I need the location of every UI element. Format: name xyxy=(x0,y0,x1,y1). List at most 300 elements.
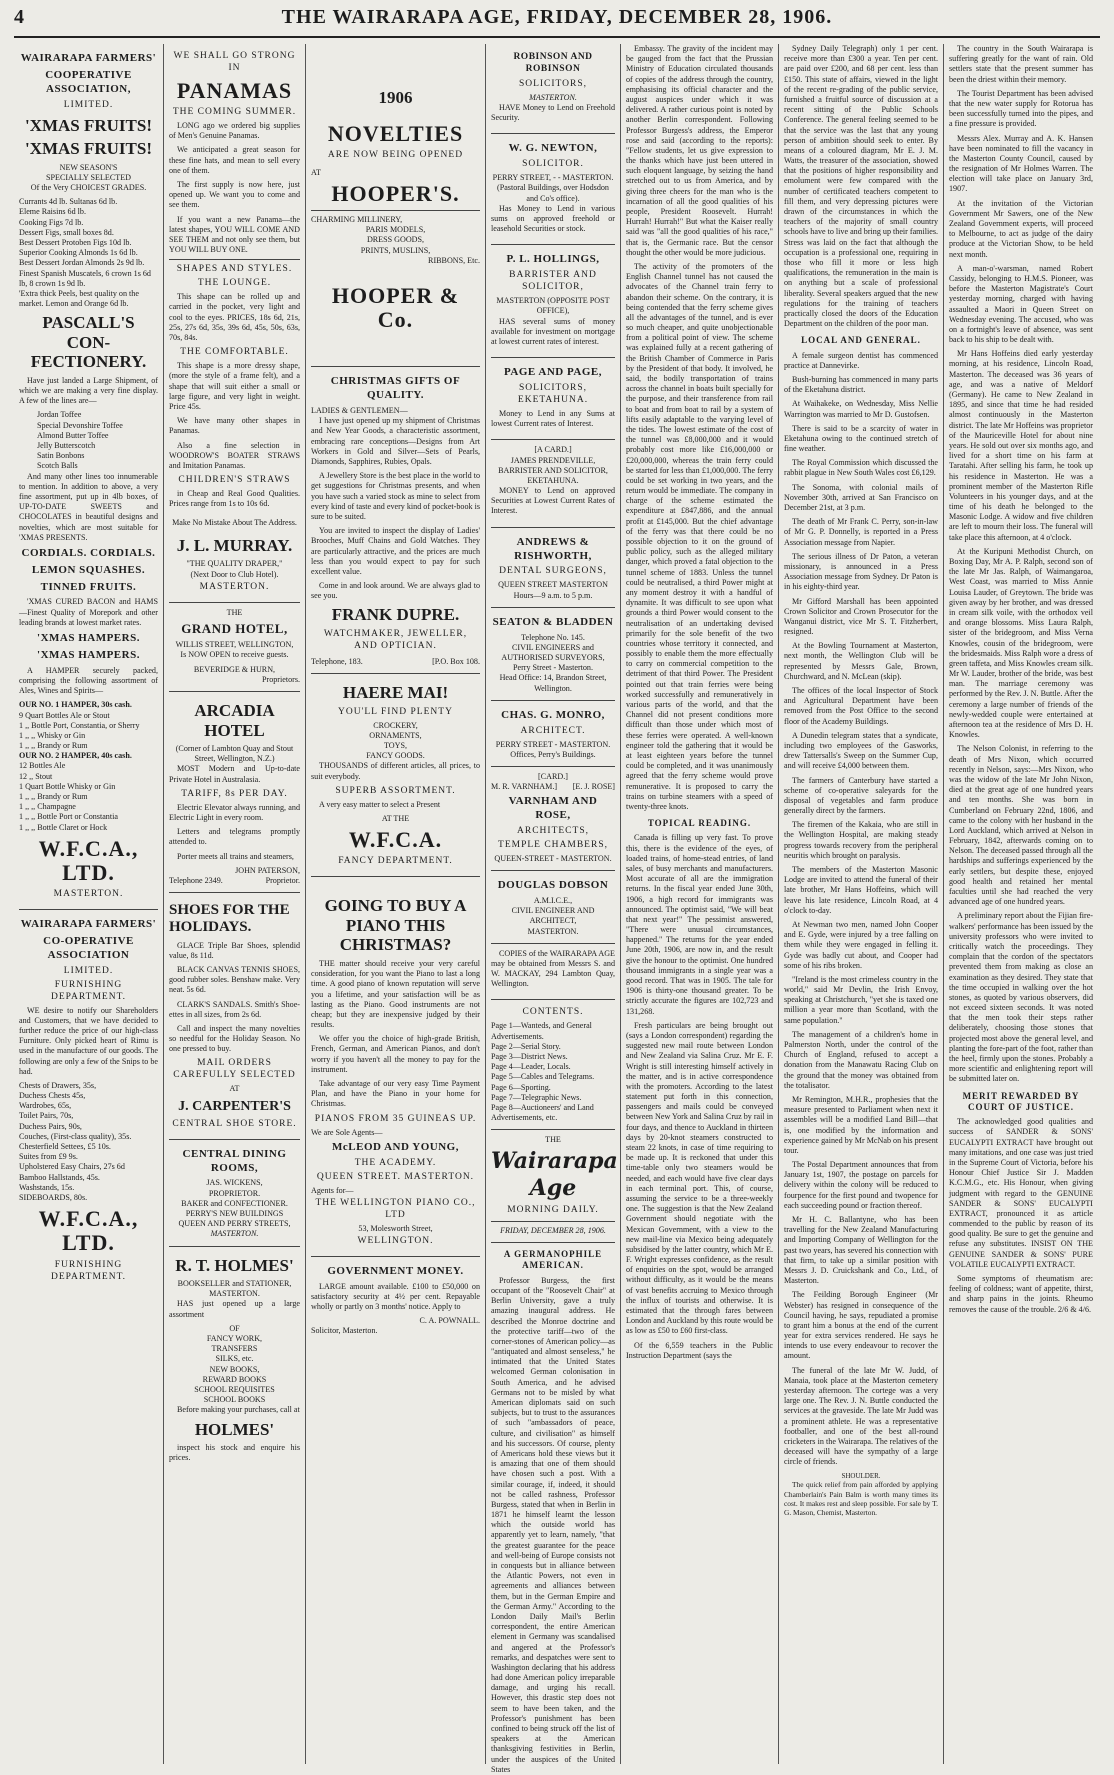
hollings-text: HAS several sums of money available for investment on mortgage at lowest current rates of interest. xyxy=(491,316,615,346)
piano-from: PIANOS FROM 35 GUINEAS UP. xyxy=(314,1113,477,1124)
news-item: At Newman two men, named John Cooper and E. Gyde, were injured by a tree falling on them while they were engaged in felling it. Gyde was badly cut about, and Cooper had some of his ribs broken. xyxy=(784,919,938,970)
news-item: At the Kuripuni Methodist Church, on Boxing Day, Mr A. P. Ralph, second son of the late Mr Jas. Ralph, of Waimangaroa, West Coast, was married to Miss Annie Louisa Lauder, of Greytown. The bride was given away by her brother, and was dressed in cream silk voile, with the orthodox veil and orange blossoms. Miss Laura Ralph, sister of the bridegroom, and Miss Verna Knowles, cousin of the bridegroom, were the bridesmaids. Miss Ralph wore a dress of green taffeta, and Miss Knowles cream silk. Mr W. Lauder, brother of the bride, was best man. The marriage ceremony was performed by the Rev. J. N. Buttle. After the ceremony a large number of friends of the newly-wedded couple were entertained at afternoon tea at the residence of Mrs D. H. Knowles. xyxy=(949,546,1093,740)
holmes-trade: BOOKSELLER and STATIONER, xyxy=(177,1279,292,1289)
shapes-others: We have many other shapes in Panamas. xyxy=(169,416,300,436)
panamas-p1: LONG ago we ordered big supplies of Men's Genuine Panamas. xyxy=(169,121,300,141)
hamper-1-title: OUR NO. 1 HAMPER, 30s cash. xyxy=(19,700,132,710)
topical-heading: TOPICAL READING. xyxy=(647,818,752,829)
robinson-name: ROBINSON AND ROBINSON xyxy=(513,52,593,74)
xmas-fruits-heading-1: 'XMAS FRUITS! xyxy=(24,115,153,135)
list-item: Suites from £9 9s. xyxy=(19,1152,78,1162)
newton-text: Has Money to Lend in various sums on approved freehold or leasehold Securities or stock. xyxy=(491,203,615,234)
rheumatism-text: Some symptoms of rheumatism are: feeling of coldness; want of appetite, thirst, and sharp pains in the joints. Rheumo removes the cause of the trouble. 2/6 & 4/6. xyxy=(949,1274,1093,1314)
prendeville-name: JAMES PRENDEVILLE, xyxy=(510,455,596,465)
holmes-before: Before making your purchases, call at xyxy=(177,1405,300,1415)
hooper-co: HOOPER & Co. xyxy=(331,283,460,333)
holmes-insp: inspect his stock and enquire his prices. xyxy=(169,1443,300,1463)
news-item: The Sonoma, with colonial mails of November 30th, arrived at San Francisco on December 21st, at 3 p.m. xyxy=(784,482,938,513)
list-item: Superior Cooking Almonds 1s 6d lb. xyxy=(19,248,138,258)
gifts-ad xyxy=(311,367,480,674)
list-item: Page 6—Sporting. xyxy=(491,1082,551,1092)
news-item: Mr Gifford Marshall has been appointed Crown Solicitor and Crown Prosecutor for the Wanganui district, vice Mr S. T. Fitzherbert, resigned. xyxy=(784,596,938,637)
hampers-heading-2: 'XMAS HAMPERS. xyxy=(37,648,140,661)
germano-title: A GERMANOPHILE AMERICAN. xyxy=(503,1249,603,1271)
shoes-i4: Call and inspect the many novelties so needful for the Holiday Season. No one pressed to buy. xyxy=(169,1023,300,1054)
gifts-title: CHRISTMAS GIFTS OF QUALITY. xyxy=(330,375,461,402)
newton-name: W. G. NEWTON, xyxy=(508,142,598,155)
robinson-role: SOLICITORS, xyxy=(518,78,588,89)
list-item: Duchess Pairs, 90s, xyxy=(19,1121,82,1131)
list-item: 'Extra thick Peels, best quality on the market. Lemon and Orange 6d lb. xyxy=(19,288,139,309)
arcadia-addr: (Corner of Lambton Quay and Stout Street, Wellington, N.Z.) xyxy=(175,744,294,764)
list-item: Best Dessert Jordan Almonds 2s 9d lb. xyxy=(19,258,145,268)
prendeville-card: [A CARD.] xyxy=(534,445,572,455)
piano-p2: We offer you the choice of high-grade British, French, German, and American Pianos, and don't worry if you haven't all the money to pay for the instrument. xyxy=(311,1034,480,1074)
seaton-name: SEATON & BLADDEN xyxy=(492,615,614,628)
paper-dateline: FRIDAY, DECEMBER 28, 1906. xyxy=(500,1225,606,1235)
furnishing-line1: WAIRARAPA FARMERS' xyxy=(20,918,157,931)
dining-town: MASTERTON. xyxy=(210,1229,259,1239)
list-item: 12 ,, Stout xyxy=(19,771,53,781)
news-item: The death of Mr Frank C. Perry, son-in-law of Mr G. P. Donnelly, is reported in a Press Association message from Napier. xyxy=(784,517,938,547)
wfca-furnishing-ad xyxy=(19,910,158,1291)
haere-store: W.F.C.A. xyxy=(348,827,443,853)
murray-shop: "THE QUALITY DRAPER," xyxy=(186,559,283,569)
shoes-title: SHOES FOR THE HOLIDAYS. xyxy=(169,902,290,936)
list-item: SCHOOL REQUISITES xyxy=(194,1384,275,1394)
news-item: There is said to be a scarcity of water in Eketahuna owing to the continued stretch of fine weather. xyxy=(784,423,938,454)
list-item: Jelly Butterscotch xyxy=(37,441,96,451)
lounge-text: This shape can be rolled up and carried in the pocket, very light and cool to the eyes. PRICES, 18s 6d, 21s, 25s, 27s 6d, 35s, 39s 6d, 45s, 50s, 63s, 70s, 84s. xyxy=(169,292,300,343)
dining-baker: BAKER and CONFECTIONER. xyxy=(181,1198,288,1208)
list-item: Washstands, 15s. xyxy=(19,1182,75,1192)
grand-the: THE xyxy=(226,607,243,617)
xmas-sub-1: NEW SEASON'S xyxy=(59,162,118,172)
monro-name: CHAS. G. MONRO, xyxy=(501,708,605,721)
seaton-street: Perry Street - Masterton. xyxy=(512,663,594,673)
hoopers-ad xyxy=(311,44,480,367)
paper-name: Wairarapa Age xyxy=(491,1147,618,1202)
monro-role: ARCHITECT. xyxy=(520,725,586,736)
furnishing-dept: FURNISHING DEPARTMENT. xyxy=(50,979,127,1002)
holmes-intro: HAS just opened up a large assortment xyxy=(169,1299,300,1319)
monro-offices: Offices, Perry's Buildings. xyxy=(510,749,596,759)
column-6 xyxy=(779,44,944,1764)
paper-sub: MORNING DAILY. xyxy=(507,1204,599,1215)
page-text: Money to Lend in any Sums at lowest Current rates of Interest. xyxy=(491,408,615,429)
dining-name: JAS. WICKENS, xyxy=(206,1178,263,1188)
list-item: Upholstered Easy Chairs, 27s 6d xyxy=(19,1162,125,1172)
comfortable-title: THE COMFORTABLE. xyxy=(180,347,289,358)
furnishing-line3: LIMITED. xyxy=(63,965,114,976)
news-item: A preliminary report about the Fijian fire-walkers' performance has been issued by the university professors who were invited to critically watch the proceedings. They complain that the cordon of the spectators prevented them from making as close an examination as they desired. They state that the time occupied in walking over the hot stones, as quoted by various observers, did not exceed sixteen seconds. It was noted that the men took their steps rather deliberately, choosing those stones that projected most above the general level, and planting the fore-part of the foot, rather than the heel, firmly upon the stones. Probably a more scientific and enlightening report will be submitted later on. xyxy=(949,911,1093,1084)
prendeville-role: BARRISTER AND SOLICITOR, xyxy=(498,465,608,475)
pascall-intro: Have just landed a Large Shipment, of which we are making a very fine display. A few of the lines are— xyxy=(19,375,158,406)
news-item: The farmers of Canterbury have started a scheme of co-operative saleyards for the disposal of vegetables and farm produce generally direct by the farmers. xyxy=(784,775,938,816)
varnham-left: M. R. VARNHAM.] xyxy=(491,782,558,792)
govt-money-ad xyxy=(311,1257,480,1343)
masthead-title: THE WAIRARAPA AGE, FRIDAY, DECEMBER 28, 1906. xyxy=(281,6,833,28)
page-role: SOLICITORS, EKETAHUNA. xyxy=(517,383,589,405)
shoes-at: AT xyxy=(229,1084,240,1094)
robinson-town: MASTERTON. xyxy=(529,92,577,102)
list-item: 1 Quart Bottle Whisky or Gin xyxy=(19,781,116,791)
wfca-line2: COOPERATIVE ASSOCIATION, xyxy=(45,68,132,95)
arcadia-desc: MOST Modern and Up-to-date Private Hotel in Australasia. xyxy=(169,764,300,784)
govt-p1: LARGE amount available. £100 to £50,000 on satisfactory security at 4½ per cent. Repayable wholly or partly on 3 months' notice. Apply to xyxy=(311,1281,480,1312)
piano-name: McLEOD AND YOUNG, xyxy=(332,1140,459,1153)
panamas-p3: The first supply is now here, just opened up. We want you to come and see them. xyxy=(169,180,300,210)
xmas-fruits-heading-2: 'XMAS FRUITS! xyxy=(24,139,153,159)
haere-ad xyxy=(311,674,480,877)
prendeville-text: MONEY to Lend on approved Securities at Lowest Current Rates of Interest. xyxy=(491,486,615,516)
piano-title: GOING TO BUY A PIANO THIS CHRISTMAS? xyxy=(324,896,467,955)
grand-street: WILLIS STREET, WELLINGTON, xyxy=(175,640,294,650)
column-4 xyxy=(486,44,621,1774)
arcadia-footer xyxy=(169,876,300,886)
news-item: The funeral of the late Mr W. Judd, of Manaia, took place at the Masterton cemetery yesterday afternoon. The cortege was a very large one. The Rev. J. N. Buttle conducted the services at the graveside. The late Mr Judd was a prominent athlete. He was a representative footballer, and one of the best all-round cricketers in the Wairarapa. The relatives of the deceased will have the sympathy of a large circle of friends. xyxy=(784,1365,938,1467)
piano-addr: 53, Molesworth Street, xyxy=(358,1223,433,1233)
hoopers-sub: ARE NOW BEING OPENED xyxy=(327,149,464,160)
column-1 xyxy=(14,44,164,1764)
holmes-of: OF xyxy=(229,1323,240,1333)
xmas-sub-3: Of the Very CHOICEST GRADES. xyxy=(30,183,147,193)
pascall-list xyxy=(19,410,158,471)
grand-prop-label: Proprietors. xyxy=(262,674,300,684)
arcadia-elec: Electric Elevator always running, and Electric Light in every room. xyxy=(169,802,300,822)
shoes-i3: CLARK'S SANDALS. Smith's Shoe-ettes in all sizes, from 2s 6d. xyxy=(169,999,300,1019)
holmes-list xyxy=(169,1334,300,1405)
news-item: A Dunedin telegram states that a syndicate, including two employees of the Gasworks, drew Tattersalls's Sweep on the Summer Cup, and will receive £4,000 between them. xyxy=(784,730,938,771)
article-para: Fresh particulars are being brought out (says a London correspondent) regarding the suggested new mail route between London and New Zealand via Salina Cruz. Mr E. F. Wright is still interesting himself actively in the matter, and is in active correspondence with the promoters. According to the latest statement put forth in this connection, passengers and mails could be conveyed between New York and Salina Cruz by rail in four days, and thence to Auckland in thirteen days by 20-knot steamers constructed to steam 22 knots, in case of time requiring to be made up. It is reckoned that under this time-table only two steamers would be needed, and each would have five clear days in each terminal port. This, of course, assuming the service to be a three-weekly one. The suggestion is that the New Zealand Government should negotiate with the Mexican Government, with a view to the new mail-line via Mexico being adequately subsidised by the latter country, which Mr E. F. Wright expresses confidence, as the result of enquiries on the spot, would be arranged without difficulty, as it would be the means of vast benefits accruing to Mexico through the influx of tourists and otherwise. It is estimated that the through fares between London and Auckland by this route would be as low as £50 to £60 first-class. xyxy=(626,1020,773,1336)
arcadia-letters: Letters and telegrams promptly attended to. xyxy=(169,827,300,847)
fruit-list xyxy=(19,197,158,309)
dobson-cred: A.M.I.C.E., xyxy=(533,895,573,905)
wfca-ltd-heading: W.F.C.A., LTD. xyxy=(38,835,139,885)
panamas-pre: WE SHALL GO STRONG IN xyxy=(173,51,296,73)
local-general-heading: LOCAL AND GENERAL. xyxy=(801,335,921,346)
shoes-store-sub: CENTRAL SHOE STORE. xyxy=(172,1118,297,1129)
hoopers-novelties: NOVELTIES xyxy=(327,120,464,146)
news-item: The members of the Masterton Masonic Lodge are invited to attend the funeral of their late brother, Mr Hans Hoffeins, which will leave his late residence, Lincoln Road, at 4 o'clock to-day. xyxy=(784,865,938,915)
news-item: Messrs Alex. Murray and A. K. Hansen have been nominated to fill the vacancy in the Masterton County Council, caused by the resignation of Mr Holmes Warren. The election will take place on January 3rd, 1907. xyxy=(949,133,1093,194)
grand-hotel-ad xyxy=(169,603,300,692)
list-item: SCHOOL BOOKS xyxy=(203,1395,266,1405)
list-item: Page 4—Leader, Locals. xyxy=(491,1062,571,1072)
piano-town: WELLINGTON. xyxy=(357,1235,434,1246)
panamas-p2: We anticipated a great season for these fine hats, and mean to sell every one of them. xyxy=(169,145,300,175)
list-item: 1 ,, ,, Bottle Claret or Hock xyxy=(19,822,108,832)
murray-name: J. L. MURRAY. xyxy=(176,535,293,555)
article-para: The activity of the promoters of the English Channel tunnel has not caused the advocates of the Channel train ferry to abandon their scheme. On the contrary, it is being contended that the ferry scheme gives all the advantages of the tunnel, and is ever so much cheaper, and quite unobjectionable from a political point of view. The scheme was explained fully at a recent gathering of the British Chamber of Commerce in Paris by the President of that body. It involved, he said, the bodily transportation of trains across the channel in boats built specially for the purpose, and their transference from rail to boat and from boat to rail by a system of lifts easily adaptable to the varying level of the tides. The lowest estimate of the cost of the tunnel was £8,000,000 and it would probably cost more like £16,000,000 or £20,000,000, whereas the train ferry could be started for less than £1,000,000. The ferry could be set working in two years, and the return would be immediate. The company in charge of the scheme estimated the expenditure at £847,886, and the annual profit at £145,000. But the chief advantage of the ferry was that there could be no possible objection to it on the ground of public policy, such as the alleged military danger, which proved a fatal objection to the tunnel scheme of 1883. Unless the tunnel could be neutralised, a third Power might at any moment destroy it with a handful of dynamite. It was difficult to see upon what grounds a third Power would consent to the neutralisation of an undertaking devised primarily for the sole benefit of the two countries whose territory it connected, and possibly to enable them the more effectually to carry on commercial competition to the detriment of that third Power. The President pointed out that train ferries were being worked successfully and remuneratively in various parts of the world, and that the Channel did not present conditions more difficult than those under which most of these ferries were operated. A well-known engineer told the gathering that it would be at least eighteen years before the tunnel could be completed, and it was unanimously agreed that the ferry scheme would prove remunerative. It is proposed to carry the trains on turbine steamers with a speed of twenty-three knots. xyxy=(626,261,773,811)
list-item: Page 5—Cables and Telegrams. xyxy=(491,1072,595,1082)
dining-role: PROPRIETOR. xyxy=(208,1188,261,1198)
dobson-town: MASTERTON. xyxy=(527,926,579,936)
contents-box xyxy=(491,1000,615,1130)
list-item: DRESS GOODS, xyxy=(366,235,425,245)
furnishing-body: WE desire to notify our Shareholders and Customers, that we have decided to further reduce the price of our high-class Furniture. Only picked heart of Rimu is used in the manufacture of our goods. The following are only a few of the Snips to be had. xyxy=(19,1005,158,1076)
list-item: Special Devonshire Toffee xyxy=(37,420,123,430)
panamas-title: PANAMAS xyxy=(176,77,293,103)
list-item: 9 Quart Bottles Ale or Stout xyxy=(19,710,110,720)
list-item: Chesterfield Settees, £5 10s. xyxy=(19,1142,111,1152)
holmes-ad xyxy=(169,1247,300,1474)
newton-ad xyxy=(491,134,615,245)
children-text: in Cheap and Real Good Qualities. Prices range from 1s to 10s 6d. xyxy=(169,489,300,509)
andrews-hours: Hours—9 a.m. to 5 p.m. xyxy=(513,590,593,600)
andrews-role: DENTAL SURGEONS, xyxy=(499,566,607,577)
govt-role: Solicitor, Masterton. xyxy=(311,1326,378,1336)
list-item: Satin Bonbons xyxy=(37,451,85,461)
column-5 xyxy=(621,44,779,1764)
newton-street: PERRY STREET, - - MASTERTON. xyxy=(492,173,614,183)
column-7 xyxy=(944,44,1098,1764)
dupre-box: [P.O. Box 108. xyxy=(432,656,480,666)
list-item: Duchess Chests 45s, xyxy=(19,1091,86,1101)
pascall-heading: PASCALL'S CON-FECTIONERY. xyxy=(30,313,147,372)
monro-street: PERRY STREET - MASTERTON. xyxy=(495,739,611,749)
hoopers-year: 1906 xyxy=(378,88,413,107)
dupre-name: FRANK DUPRE. xyxy=(331,605,460,625)
wfca-line3: LIMITED. xyxy=(63,99,114,110)
gifts-p4: Come in and look around. We are always glad to see you. xyxy=(311,581,480,601)
list-item: CHARMING MILLINERY, xyxy=(311,215,403,225)
news-item: The Nelson Colonist, in referring to the death of Mrs Nixon, which occurred recently in Nelson, says:—Mrs Nixon, who was the widow of the late Mr John Nixon, died at the great age of one hundred years and ten months. She was born in Cumberland on February 22nd, 1806, and came to the colony with her husband in the Lord Auckland, which arrived at Nelson in February, 1842, afterwards coming on to Nelson. The deceased passed through all the hardships and sufferings experienced by the early settlers, but despite these, enjoyed good health and retained her mental faculties until she had reached the very advanced age of one hundred years. xyxy=(949,744,1093,907)
panamas-ad xyxy=(169,44,300,603)
varnham-name: VARNHAM AND ROSE, xyxy=(508,795,598,822)
wfca-masterton: MASTERTON. xyxy=(53,889,124,900)
contents-title: CONTENTS. xyxy=(522,1007,584,1018)
seaton-role: CIVIL ENGINEERS and AUTHORISED SURVEYORS, xyxy=(501,642,605,662)
list-item: Currants 4d lb. Sultanas 6d lb. xyxy=(19,197,118,207)
haere-p2: A very easy matter to select a Present xyxy=(319,799,441,809)
list-item: Page 8—Auctioneers' and Land Advertisements, etc. xyxy=(491,1102,594,1123)
dobson-role: CIVIL ENGINEER AND ARCHITECT, xyxy=(511,906,595,926)
page-ad xyxy=(491,358,615,440)
column-2 xyxy=(164,44,306,1764)
page-name: PAGE AND PAGE, xyxy=(504,366,602,379)
gifts-p3: You are invited to inspect the display of Ladies' Brooches, Muff Chains and Gold Watches. They are particularly attractive, and the prices are much less than you would expect to pay for such excellent value. xyxy=(311,526,480,576)
list-item: Page 3—District News. xyxy=(491,1052,568,1061)
gifts-p2: A Jewellery Store is the best place in the world to get suggestions for Christmas presents, and when you have such a varied stock as mine to select from every kind of taste and every kind of pocket-book is sure to be suited. xyxy=(311,471,480,521)
govt-sign: C. A. POWNALL. xyxy=(419,1316,480,1326)
furnishing-line2: CO-OPERATIVE ASSOCIATION xyxy=(43,934,134,961)
news-item: At Waihakeke, on Wednesday, Miss Nellie Warrington was married to Mr D. Gustofsen. xyxy=(784,399,938,419)
list-item: ORNAMENTS, xyxy=(369,730,422,740)
dobson-ad xyxy=(491,871,615,944)
remedy-heading: SHOULDER. xyxy=(841,1471,881,1480)
news-item: Mr Remington, M.H.R., prophesies that the measure presented to Parliament when next it assembles will be a modified Land Bill—that is, one modified by the information and experience gained by Mr McNab on his present tour. xyxy=(784,1094,938,1155)
news-item: The Royal Commission which discussed the rabbit plague in New South Wales cost £6,129. xyxy=(784,458,938,478)
robinson-ad xyxy=(491,44,615,134)
article-para: Embassy. The gravity of the incident may be gauged from the fact that the Prussian Ministry of Education circulated thousands of copies of the address through the country, emphasising its official character and the august auspices under which it was delivered. A rather curious point is noted by another Berlin correspondent. Following Professor Burgess's address, the Emperor rose and said (according to the reports): "Fellow students, let us give expression to the thanks which have just been uttered in such eloquent language, by seizing the hand stretched out to us from America, and by giving three cheers for the man who is the incarnation of all the good qualities of his people, President Roosevelt. Hurrah! Hurrah! Hurrah!" But what the Kaiser really said was "all the good qualities of his race," that is, the Germanic race. But the censor thought the other would be more judicious. xyxy=(626,44,773,257)
hoopers-name: HOOPER'S. xyxy=(331,180,460,206)
dining-bldg: PERRY'S NEW BUILDINGS xyxy=(185,1208,284,1218)
pascall-outro: And many other lines too innumerable to mention. In addition to above, a very fine assortment, put up in 4lb boxes, of UP-TO-DATE SWEETS and CHOCOLATES in beautiful designs and novelties, which are most suitable for 'XMAS PRESENTS. xyxy=(19,471,158,542)
haere-dept: FANCY DEPARTMENT. xyxy=(338,856,453,867)
piano-p3: Take advantage of our very easy Time Payment Plan, and have the Piano in your home for Christmas. xyxy=(311,1079,480,1109)
wfca-fruits-ad xyxy=(19,44,158,910)
list-item: Cooking Figs 7d lb. xyxy=(19,217,84,227)
news-item: At the invitation of the Victorian Government Mr Sawers, one of the New Zealand Government experts, will proceed to Melbourne, to act as judge of the dairy produce at the Victorian Show, to be held next month. xyxy=(949,198,1093,259)
seaton-ad xyxy=(491,608,615,701)
lemon-heading: LEMON SQUASHES. xyxy=(31,563,146,576)
news-item: The offices of the local Inspector of Stock and Agricultural Department have been removed from the Post Office to the second floor of the Academy Buildings. xyxy=(784,686,938,726)
columns xyxy=(14,44,1100,1774)
haere-at: AT THE xyxy=(381,813,410,823)
list-item: SIDEBOARDS, 80s. xyxy=(19,1192,88,1202)
news-item: Mr H. C. Ballantyne, who has been travelling for the New Zealand Manufacturing and Importing Company of Wellington for the past two years, has severed his connection with that firm, to take up a similar position with Messrs J. D. Cruickshank and Co., Ltd., of Masterton. xyxy=(784,1215,938,1286)
news-item: A female surgeon dentist has commenced practice at Dannevirke. xyxy=(784,350,938,370)
varnham-right: [E. J. ROSE] xyxy=(572,782,615,792)
arcadia-tel: Telephone 2349. xyxy=(169,875,223,885)
list-item: Chests of Drawers, 35s, xyxy=(19,1080,97,1090)
news-item: The firemen of the Kakaia, who are still in the Wellington Hospital, are making steady progress towards recovery from the peripheral neuritis which brought on paralysis. xyxy=(784,820,938,860)
germano-p1: Professor Burgess, the first occupant of the "Roosevelt Chair" at Berlin University, gave a truly amazing inaugural address. He described the Monroe doctrine and the protective tariff—two of the corner-stones of American policy—as "antiquated and almost senseless," he intimated that the United States welcomed German colonisation in South America, and he advised Germans not to be misled by what American diplomats said on such subjects, but to trust to the assurances of such "ambassadors of peace, culture, and civilisation" as himself and his successors. Of course, plenty of Americans hold these views but it is amazing that one of them should have chosen such a post. With a similar courage, if, indeed, it should not be called rashness, Professor Burgess, stated that when in Berlin in 1871 he himself learnt the lesson which the outside world has apparently yet to learn, namely, "that the greatest guarantee for the peace and well-being of Europe consists not in conquests but in alliance between the Atlantic Powers, not even in agreements and alliances between them, but in the German Empire and the German Army." According to the London Daily Mail's Berlin correspondent, the entire American element in Germany was scandalised and angered at the Professor's remarks, and despatches were sent to Washington declaring that his address had done American policy irreparable damage, and urging his recall. However, this drastic step does not seem to have been taken, and the Professor's punishment has been confined to being struck off the list of speakers at the American thanksgiving festivities in Berlin, under the auspices of the United States xyxy=(491,1275,615,1774)
piano-p1: THE matter should receive your very careful consideration, for you want the Piano to last a long time. A good piano of known reputation will serve you a lifetime, and your satisfaction will be as lasting as the Piano. Good instruments are not cheap; but they are inexpensive judged by their results. xyxy=(311,958,480,1030)
arcadia-name: ARCADIA HOTEL xyxy=(194,700,275,740)
masthead xyxy=(14,6,1100,38)
wfca-ltd-bottom: W.F.C.A., LTD. xyxy=(38,1206,139,1256)
gifts-p1: I have just opened up my shipment of Christmas and New Year Goods, a characteristic assortment, embracing rare conceptions—Designs from Art Workers in Gold and Silver—Sets of Pearls, Diamonds, Sapphires, Rubies, Opals. xyxy=(311,416,480,467)
prendeville-ad xyxy=(491,440,615,527)
varnham-card: [CARD.] xyxy=(538,771,568,781)
hollings-ad xyxy=(491,245,615,358)
list-item: PARIS MODELS, xyxy=(365,225,426,235)
list-item: Finest Spanish Muscatels, 6 crown 1s 6d lb, 8 crown 1s 9d lb. xyxy=(19,268,151,288)
dupre-footer xyxy=(311,657,480,667)
panamas-sub: THE COMING SUMMER. xyxy=(172,107,297,118)
dobson-name: DOUGLAS DOBSON xyxy=(497,879,609,892)
column-3 xyxy=(306,44,486,1764)
robinson-text: HAVE Money to Lend on Freehold Security. xyxy=(491,103,615,123)
andrews-ad xyxy=(491,528,615,608)
news-item: Mr Hans Hoffeins died early yesterday morning, at his residence, Lincoln Road, Masterton. The deceased was 36 years of age, and was a native of Meldorf (Germany). He came to New Zealand in 1895, and since that time he had resided almost continuously in the Masterton district. The late Mr Hoffeins was proprietor of the Mauriceville Hotel for about nine years. He sold out over six months ago, and lived for a short time on his farm at Taratahi. After selling his farm, he took up his residence in Masterton. He was a prominent member of the Masterton Rifle Volunteers in his younger days, and at the time of his death he belonged to the Masonic Lodge. A widow and five children are left to mourn their loss. The funeral will take place this afternoon, at 4 o'clock. xyxy=(949,349,1093,542)
list-item: FANCY WORK, xyxy=(206,1334,263,1343)
hollings-addr: MASTERTON (OPPOSITE POST OFFICE), xyxy=(496,296,610,316)
list-item: Page 1—Wanteds, and General Advertisements. xyxy=(491,1021,592,1041)
holmes-town: MASTERTON. xyxy=(209,1289,260,1299)
arcadia-prop: JOHN PATERSON, xyxy=(235,865,300,875)
news-item: Bush-burning has commenced in many parts of the Eketahuna district. xyxy=(784,374,938,395)
grand-prop: BEVERIDGE & HURN, xyxy=(193,664,276,674)
news-item: At the Bowling Tournament at Masterton, next month, the Wellington Club will be represented by Messrs Gale, Brown, Churchward, and N. McLean (skip). xyxy=(784,641,938,681)
list-item: 1 ,, ,, Brandy or Rum xyxy=(19,792,88,802)
list-item: 1 ,, ,, Bottle Port or Constantia xyxy=(19,812,118,822)
newton-sub: (Pastoral Buildings, over Hodsdon and Co's office). xyxy=(497,183,609,203)
dining-title: CENTRAL DINING ROOMS, xyxy=(182,1147,287,1174)
news-item: The Postal Department announces that from January 1st, 1907, the postage on parcels for delivery within the colony will be reduced to fourpence for the first pound and twopence for each succeeding pound or fraction thereof. xyxy=(784,1160,938,1210)
germano-article xyxy=(491,1249,615,1775)
shapes-woodrow: Also a fine selection in WOODROW'S BOATER STRAWS and Imitation Panamas. xyxy=(169,440,300,470)
dupre-trade: WATCHMAKER, JEWELLER, AND OPTICIAN. xyxy=(323,629,468,651)
list-item: Almond Butter Toffee xyxy=(37,430,109,440)
hoopers-at: AT xyxy=(311,167,321,177)
arcadia-porter: Porter meets all trains and steamers, xyxy=(177,851,294,861)
shoes-store: J. CARPENTER'S xyxy=(178,1098,291,1114)
news-item: The management of a children's home in Palmerston North, under the control of the Church of England, refused to accept a donation from the Manawatu Racing Club on the ground that the money was obtained from the totalisator. xyxy=(784,1029,938,1090)
govt-title: GOVERNMENT MONEY. xyxy=(327,1264,464,1277)
varnham-ad xyxy=(491,767,615,871)
seaton-head: Head Office: 14, Brandon Street, Wellington. xyxy=(499,673,607,693)
arcadia-ad xyxy=(169,692,300,893)
list-item: Best Dessert Protoben Figs 10d lb. xyxy=(19,237,132,247)
article-para: Of the 6,559 teachers in the Public Instruction Department (says the xyxy=(626,1340,773,1360)
gifts-salute: LADIES & GENTLEMEN— xyxy=(311,406,408,416)
shoes-i1: GLACE Triple Bar Shoes, splendid value, 8s 11d. xyxy=(169,940,300,960)
article-para: Canada is filling up very fast. To prove this, there is the evidence of the eyes, of loaded trains, of home-stead entries, of land sales, of busy merchants and manufacturers. Most accurate of all are the immigration returns. In the fiscal year ended June 30th, 1906, a high record for immigrants was announced. The optimist said, "We will beat that next year!" The pessimist answered, "There were unusual circumstances, happened." The returns for the year ended June 20th, 1906, are now in, and the result give the honour to the optimist. One hundred thousand immigrants in a single year was a good record. That was in 1905. The tale for 1906 is thirty-one thousand greater. To be strictly accurate the figures are 102,723 and 131,268. xyxy=(626,833,773,1016)
list-item: Eleme Raisins 6d lb. xyxy=(19,207,86,217)
list-item: REWARD BOOKS xyxy=(202,1374,267,1384)
piano-agents: We are Sole Agents— xyxy=(311,1127,383,1137)
list-item: Wardrobes, 65s, xyxy=(19,1101,72,1111)
list-item: TOYS, xyxy=(383,741,407,751)
piano-acad: THE ACADEMY. xyxy=(354,1157,437,1168)
grand-name: GRAND HOTEL, xyxy=(181,620,288,636)
murray-addr: (Next Door to Club Hotel). xyxy=(190,569,279,579)
list-item: SILKS, etc. xyxy=(215,1354,254,1364)
remedy-text: The quick relief from pain afforded by applying Chamberlain's Pain Balm is worth many times its cost. It makes rest and sleep possible. For sale by T. G. Mason, Chemist, Masterton. xyxy=(784,1480,938,1518)
haere-sub: YOU'LL FIND PLENTY xyxy=(338,706,453,717)
list-item: Couches, (First-class quality), 35s. xyxy=(19,1131,132,1141)
list-item: CROCKERY, xyxy=(373,720,418,730)
shoes-mail: MAIL ORDERS CAREFULLY SELECTED xyxy=(173,1058,296,1081)
bacon-text: 'XMAS CURED BACON and HAMS—Finest Quality of Morepork and other leading brands at lowest market rates. xyxy=(19,597,158,627)
news-item: The Tourist Department has been advised that the new water supply for Rotorua has been successfully turned into the pipes, and a fine pressure is provided. xyxy=(949,88,1093,129)
hollings-name: P. L. HOLLINGS, xyxy=(506,253,600,266)
news-item: The serious illness of Dr Paton, a veteran missionary, is announced in a Press Association message from Sydney. Dr Paton is in his eighty-third year. xyxy=(784,551,938,592)
andrews-street: QUEEN STREET MASTERTON xyxy=(498,580,608,590)
shoes-ad xyxy=(169,893,300,1140)
prendeville-town: EKETAHUNA. xyxy=(527,475,579,485)
andrews-name: ANDREWS & RISHWORTH, xyxy=(514,535,592,562)
merit-heading: MERIT REWARDED BY COURT OF JUSTICE. xyxy=(962,1090,1080,1112)
hampers-desc: A HAMPER securely packed, comprising the following assortment of Ales, Wines and Spirits— xyxy=(19,665,158,696)
shapes-title: SHAPES AND STYLES. xyxy=(176,264,293,275)
paper-the: THE xyxy=(545,1135,561,1145)
article-para: Sydney Daily Telegraph) only 1 per cent. receive more than £300 a year. Ten per cent. are paid over £200, and 68 per cent. less than £150. This state of affairs, viewed in the light of the recent re-grading of the public service, furnished a fruitful source of discussion at a recent sitting of the Public Schools Conference. The general feeling seemed to be that the service was the last that any young person of ambition should seek to enter. By means of a coloured diagram, Mr E. J. M. Watts, the treasurer of the association, showed that the positions of higher responsibility and emolument were few compared with the number of certificated teachers competent to fill them, and very depressing pictures were drawn of the circumstances in which the teachers of the majority of small country schools have to live and bring up their families. Stress was laid on the fact that although the occupation is a professional one, requiring in those who fill it more or less high qualifications, the remuneration in the main is on anything but a scale of professional liberality. Several speakers argued that the new regulations for the training of teachers practically closed the doors of the Education Department on the children of the poor man. xyxy=(784,44,938,329)
list-item: Page 7—Telegraphic News. xyxy=(491,1092,582,1102)
tinned-heading: TINNED FRUITS. xyxy=(40,580,137,593)
panamas-p4: If you want a new Panama—the latest shapes, YOU WILL COME AND SEE THEM and not only see them, but YOU WILL BUY ONE. xyxy=(169,214,300,255)
news-item: A man-o'-warsman, named Robert Cassidy, belonging to H.M.S. Pioneer, was before the Masterton Magistrate's Court yesterday morning, charged with having assaulted a Maori in Queen Street on Wednesday evening. The accused, who was on a fortnight's leave of absence, was sent back to his ship to be dealt with. xyxy=(949,263,1093,345)
shoes-i2: BLACK CANVAS TENNIS SHOES, good rubber soles. Benshaw make. Very neat. 5s 6d. xyxy=(169,964,300,995)
murray-town: MASTERTON. xyxy=(199,581,270,592)
list-item: 1 ,, Bottle Port, Constantia, or Sherry xyxy=(19,720,140,730)
haere-superb: SUPERB ASSORTMENT. xyxy=(335,785,456,796)
news-item: The country in the South Wairarapa is suffering greatly for the want of rain. Old settlers state that the present summer has been the driest within their memory. xyxy=(949,44,1093,84)
hamper-2-title: OUR NO. 2 HAMPER, 40s cash. xyxy=(19,751,132,761)
news-item: "Ireland is the most crimeless country in the world," said Mr Devlin, the Irish Envoy, speaking at Christchurch, "yet she is taxed one million a year more than Scotland, with the same population." xyxy=(784,974,938,1025)
dining-corner: QUEEN AND PERRY STREETS, xyxy=(178,1219,291,1229)
varnham-names xyxy=(491,782,615,792)
haere-title: HAERE MAI! xyxy=(342,683,449,703)
dupre-tel: Telephone, 183. xyxy=(311,656,363,666)
mistake-text: Make No Mistake About The Address. xyxy=(172,517,297,527)
list-item: RIBBONS, Etc. xyxy=(428,255,480,265)
list-item: 1 ,, ,, Whisky or Gin xyxy=(19,730,86,740)
news-item: The Feilding Borough Engineer (Mr Webster) has resigned in consequence of the Council having, he says, repudiated a promise to grant him a bonus at the end of the current year for extra services rendered. He says he intends to use every endeavour to recover the amount. xyxy=(784,1290,938,1361)
list-item: Jordan Toffee xyxy=(37,410,82,420)
list-item: PRINTS, MUSLINS, xyxy=(360,245,431,255)
xmas-sub-2: SPECIALLY SELECTED xyxy=(46,172,131,182)
varnham-role: ARCHITECTS, xyxy=(517,825,589,836)
list-item: Toilet Pairs, 70s, xyxy=(19,1111,74,1121)
list-item: Scotch Balls xyxy=(37,461,78,471)
list-item: NEW BOOKS, xyxy=(209,1364,260,1374)
merit-text: The acknowledged good qualities and success of SANDER & SONS' EUCALYPTI EXTRACT have brought out many imitations, and one case was just tried in the Supreme Court of Victoria, before his Honour Chief Justice Sir J. Madden K.C.M.G., etc. His Honour, when giving judgment with regard to the GENUINE SANDER & SONS' EUCALYPTI EXTRACT, pronounced it as article commended to the public by reason of its good quality. Be sure to get the genuine and refuse any substitutes. INSIST ON THE GENUINE SANDER & SONS' PURE VOLATILE EUCALYPTI EXTRACT. xyxy=(949,1117,1093,1269)
wfca-line1: WAIRARAPA FARMERS' xyxy=(20,52,157,64)
